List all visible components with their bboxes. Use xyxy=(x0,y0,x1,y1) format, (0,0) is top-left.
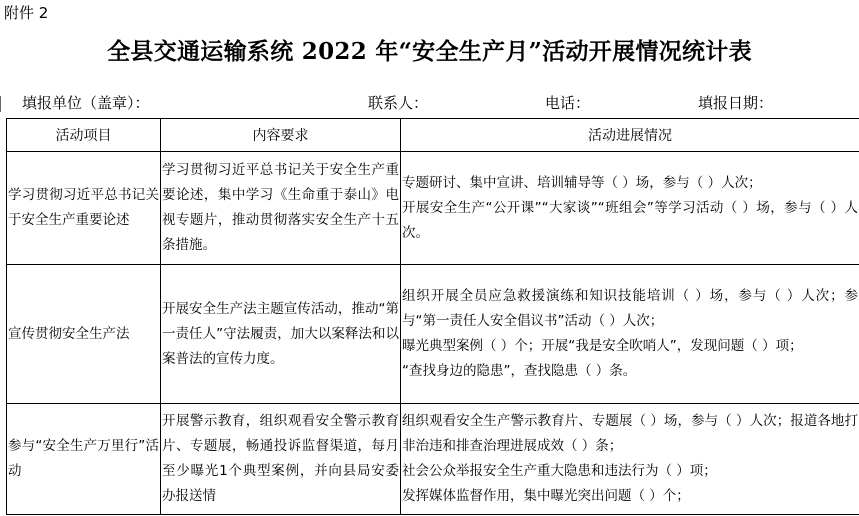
item-text: 参与“安全生产万里行”活动 xyxy=(8,438,159,479)
field-unit-label: 填报单位（盖章）： xyxy=(22,94,150,112)
requirement-text: 开展警示教育，组织观看安全警示教育片、专题展，畅通投诉监督渠道，每月至少曝光1个典型案例，并向县局安委办报送情 xyxy=(162,413,399,504)
cell-requirement xyxy=(161,152,401,265)
cell-progress[interactable] xyxy=(401,404,859,515)
statistics-table xyxy=(6,118,859,515)
cell-requirement xyxy=(161,404,401,515)
progress-line: 发挥媒体监督作用，集中曝光突出问题（ ）个； xyxy=(402,488,690,504)
table-row xyxy=(7,265,859,404)
text-cursor xyxy=(0,96,1,112)
field-contact-label: 联系人： xyxy=(368,94,429,112)
cell-progress[interactable] xyxy=(401,152,859,265)
cell-item xyxy=(7,265,161,404)
field-date-label: 填报日期： xyxy=(698,94,774,112)
field-phone-label: 电话： xyxy=(545,94,591,112)
requirement-text: 学习贯彻习近平总书记关于安全生产重要论述，集中学习《生命重于泰山》电视专题片，推动贯彻落实安全生产十五条措施。 xyxy=(162,162,399,253)
table-header-row xyxy=(7,119,859,152)
progress-line: 专题研讨、集中宣讲、培训辅导等（ ）场，参与（ ）人次； xyxy=(402,174,762,191)
progress-line: 组织观看安全生产警示教育片、专题展（ ）场，参与（ ）人次；报道各地打非治违和排查治理进展成效（ ）条； xyxy=(402,413,858,454)
progress-line: 曝光典型案例（ ）个；开展“我是安全吹哨人”，发现问题（ ）项； xyxy=(402,338,803,354)
progress-line: “查找身边的隐患”，查找隐患（ ）条。 xyxy=(402,363,637,379)
table-row xyxy=(7,404,859,515)
header-requirement: 内容要求 xyxy=(161,119,401,152)
item-text: 宣传贯彻安全生产法 xyxy=(8,325,130,342)
cell-item xyxy=(7,152,161,265)
table-row xyxy=(7,152,859,265)
header-item: 活动项目 xyxy=(7,119,161,152)
progress-line: 社会公众举报安全生产重大隐患和违法行为（ ）项； xyxy=(402,463,717,479)
cell-progress[interactable] xyxy=(401,265,859,404)
progress-line: 组织开展全员应急救援演练和知识技能培训（ ）场，参与（ ）人次；参与“第一责任人安全倡议书”活动（ ）人次； xyxy=(402,288,858,329)
page-title: 全县交通运输系统 2022 年“安全生产月”活动开展情况统计表 xyxy=(107,38,752,65)
item-text: 学习贯彻习近平总书记关于安全生产重要论述 xyxy=(8,187,159,228)
cell-requirement xyxy=(161,265,401,404)
header-progress: 活动进展情况 xyxy=(401,119,859,152)
progress-line: 开展安全生产“公开课”“大家谈”“班组会”等学习活动（ ）场，参与（ ）人次。 xyxy=(402,199,858,241)
requirement-text: 开展安全生产法主题宣传活动，推动“第一责任人”守法履责，加大以案释法和以案普法的宣传力度。 xyxy=(162,300,399,367)
cell-item xyxy=(7,404,161,515)
attachment-label: 附件 2 xyxy=(4,4,49,22)
